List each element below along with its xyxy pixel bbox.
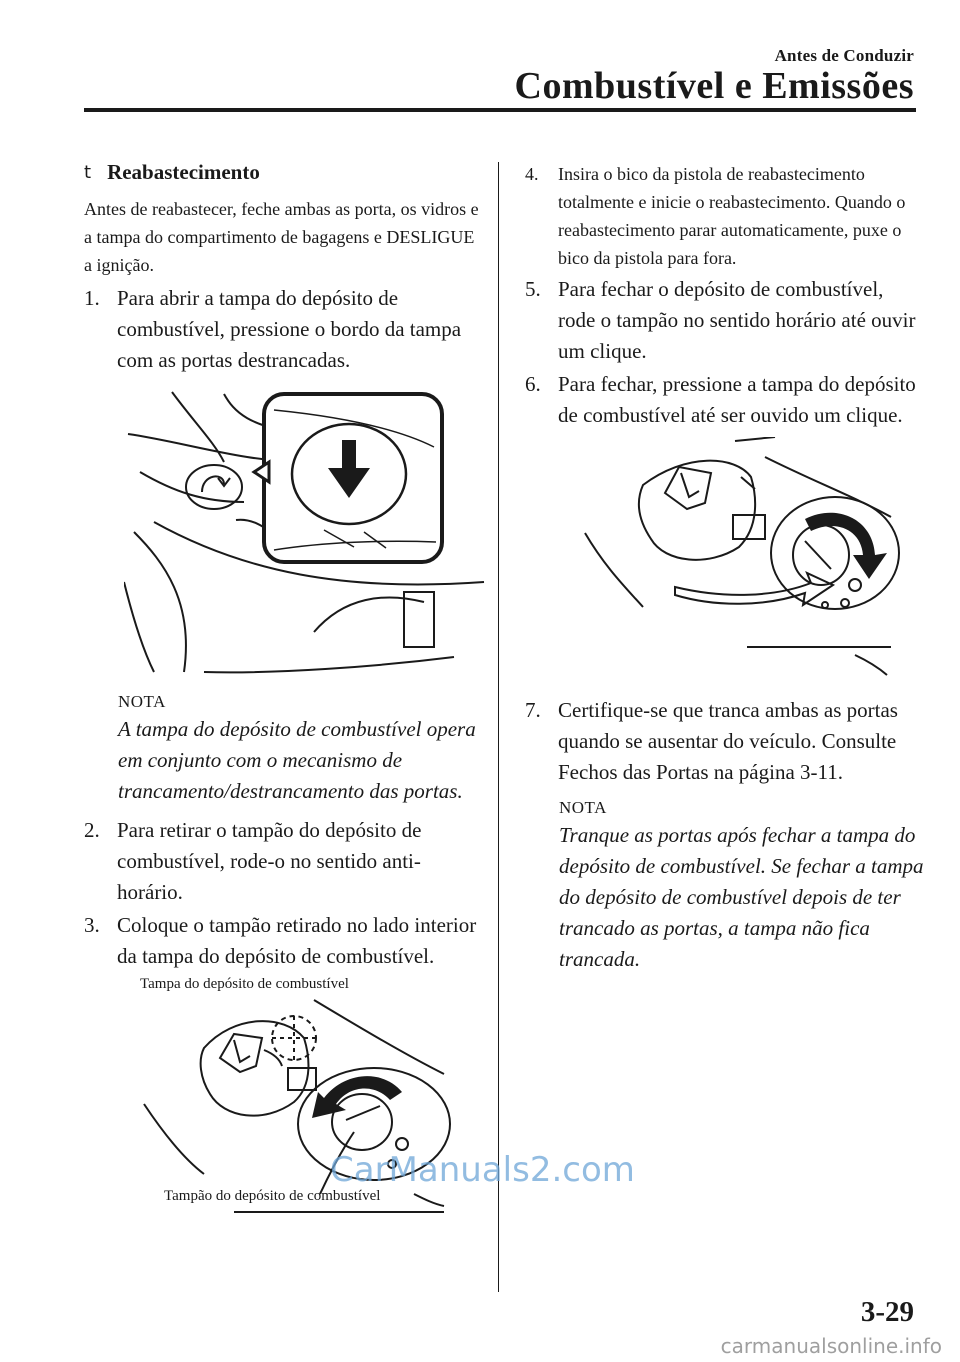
step-7 xyxy=(525,695,925,788)
step-3 xyxy=(84,910,484,972)
step-number: 2. xyxy=(84,818,100,842)
note-text: A tampa do depósito de combustível opera em conjunto com o mecanismo de trancamento/destrancamento das portas. xyxy=(118,717,476,803)
step-number: 1. xyxy=(84,286,100,310)
caption-fuel-cap: Tampão do depósito de combustível xyxy=(164,1188,381,1204)
step-5 xyxy=(525,274,925,367)
step-number: 4. xyxy=(525,164,539,184)
step-4 xyxy=(525,160,925,272)
column-divider xyxy=(498,162,499,1292)
section-title-text: Reabastecimento xyxy=(107,160,260,184)
step-text: Certifique-se que tranca ambas as portas quando se ausentar do veículo. Consulte Fechos das Portas na página 3-11. xyxy=(558,698,898,784)
step-text: Para fechar o depósito de combustível, rode o tampão no sentido horário até ouvir um clique. xyxy=(558,277,916,363)
step-1 xyxy=(84,283,484,376)
page-number: 3-29 xyxy=(860,1296,914,1328)
figure-fuel-lid-open xyxy=(124,382,524,682)
note-1 xyxy=(84,692,484,807)
step-number: 5. xyxy=(525,277,541,301)
intro-text: Antes de reabastecer, feche ambas as porta, os vidros e a tampa do compartimento de bagagens e DESLIGUE a ignição. xyxy=(84,199,479,275)
section-title xyxy=(84,160,484,185)
note-label: NOTA xyxy=(559,798,607,817)
step-text: Insira o bico da pistola de reabastecimento totalmente e inicie o reabastecimento. Quando o reabastecimento parar automaticamente, puxe o bico da pistola para fora. xyxy=(558,164,906,268)
note-2 xyxy=(525,798,925,975)
note-text: Tranque as portas após fechar a tampa do depósito de combustível. Se fechar a tampa do depósito de combustível depois de ter trancado as portas, a tampa não fica trancada. xyxy=(559,823,924,971)
step-number: 3. xyxy=(84,913,100,937)
left-column xyxy=(84,160,484,1231)
step-text: Para fechar, pressione a tampa do depósito de combustível até ser ouvido um clique. xyxy=(558,372,916,427)
step-number: 7. xyxy=(525,698,541,722)
caption-fuel-lid: Tampa do depósito de combustível xyxy=(140,976,349,992)
right-column xyxy=(525,160,925,983)
figure-cap-tighten xyxy=(525,437,925,677)
step-2 xyxy=(84,815,484,908)
figure-cap-placement xyxy=(84,976,484,1231)
step-6 xyxy=(525,369,925,431)
step-text: Coloque o tampão retirado no lado interior da tampa do depósito de combustível. xyxy=(117,913,477,968)
step-text: Para abrir a tampa do depósito de combustível, pressione o bordo da tampa com as portas destrancadas. xyxy=(117,286,462,372)
section-marker: t xyxy=(84,162,92,183)
note-label: NOTA xyxy=(118,692,166,711)
chapter-label: Antes de Conduzir xyxy=(774,46,914,65)
watermark-center: CarManuals2.com xyxy=(330,1150,635,1190)
page-title: Combustível e Emissões xyxy=(514,65,914,107)
watermark-bottom: carmanualsonline.info xyxy=(720,1334,942,1358)
step-text: Para retirar o tampão do depósito de combustível, rode-o no sentido anti-horário. xyxy=(117,818,422,904)
header-rule xyxy=(84,108,916,112)
step-number: 6. xyxy=(525,372,541,396)
